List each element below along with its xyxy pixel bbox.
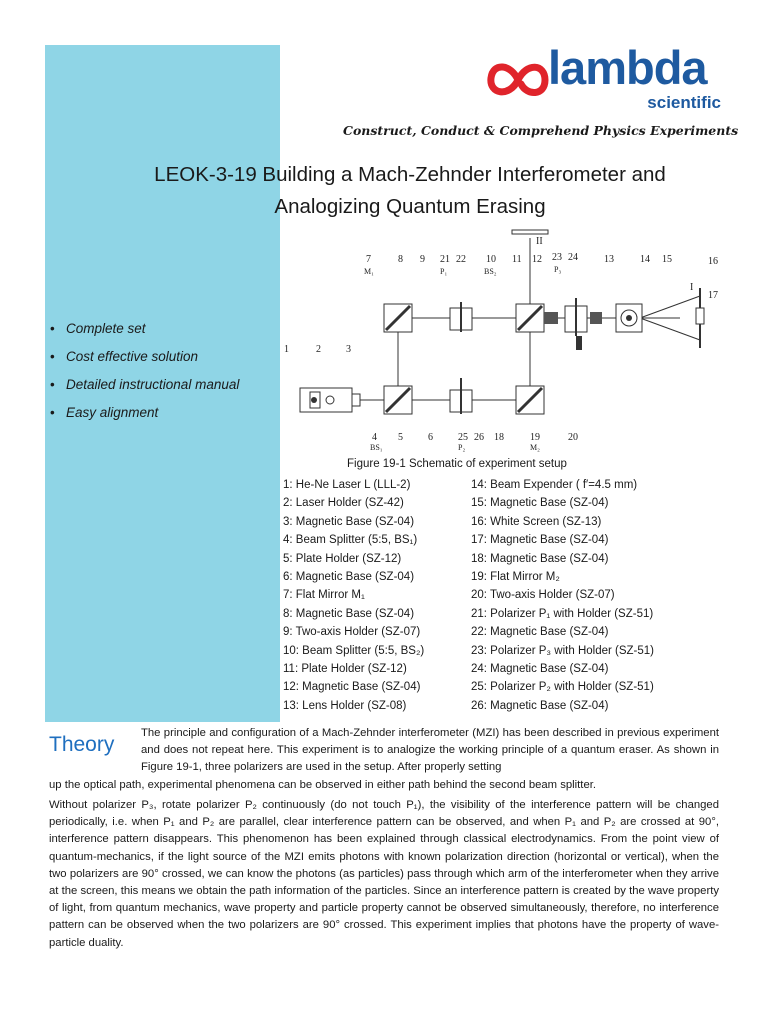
theory-paragraph-2: Without polarizer P₃, rotate polarizer P₂ continuously (do not touch P₁), the visibility of the interference pattern will be changed periodically, i.e. when P₁ and P₂ are parallel, clear interference pattern can be observed, and when P₁ and P₂ are crossed at 90°, interference pattern disappears. This phenomenon has been explained through classical electrodynamics. From the point view of quantum-mechanics, if the light source of the MZI emits photons with known polarization direction (horizontal or vertical), when the two polarizers are 90° crossed, we can know the photons (as particles) pass through which arm of the interferometer when they arrive at the screen, this means we obtain the path information of the particles. Since an interference pattern is created by the wave property of light, from quantum mechanics, wave property and particle property cannot be observed simultaneously, therefore, no interference pattern can be observed when the two polarizers are 90° crossed. This experiment implies that photons have the property of wave-particle duality. (49, 799, 719, 949)
label-26: 26 (474, 432, 484, 443)
beam-splitter-one (384, 386, 412, 414)
mirror-two (516, 386, 544, 414)
label-4: 4 (372, 432, 377, 443)
label-21: 21 (440, 254, 450, 265)
lambda-logo-icon (485, 54, 551, 106)
label-screen-1: I (690, 282, 694, 293)
label-24: 24 (568, 252, 578, 263)
experiment-schematic (280, 228, 726, 456)
label-11: 11 (512, 254, 522, 265)
label-3: 3 (346, 344, 351, 355)
part-item: 26: Magnetic Base (SZ-04) (471, 699, 609, 712)
part-item: 21: Polarizer P₁ with Holder (SZ-51) (471, 607, 654, 620)
mirror-one (384, 304, 412, 332)
schematic-labels (284, 252, 718, 452)
label-1: 1 (284, 344, 289, 355)
theory-paragraph-1: The principle and configuration of a Mach-Zehnder interferometer (MZI) has been described in previous experiment and does not repeat here. This experiment is to analogize the working principle of a quantum eraser. As shown in Figure 19-1, three polarizers are used in the setup. After properly setting (141, 727, 719, 774)
lambda-logo (485, 41, 725, 120)
label-10: 10 (486, 254, 496, 265)
title-line-2: Analogizing Quantum Erasing (274, 195, 546, 218)
label-7: 7 (366, 254, 371, 265)
label-22: 22 (456, 254, 466, 265)
label-p1: P₁ (440, 267, 448, 276)
part-item: 3: Magnetic Base (SZ-04) (283, 515, 415, 528)
part-item: 12: Magnetic Base (SZ-04) (283, 681, 421, 694)
part-item: 7: Flat Mirror M₁ (283, 589, 365, 602)
parts-list-right (471, 476, 654, 715)
label-bs1: BS₁ (370, 443, 383, 452)
label-13: 13 (604, 254, 614, 265)
label-6: 6 (428, 432, 433, 443)
feature-item: • Detailed instructional manual (48, 376, 239, 404)
part-item: 2: Laser Holder (SZ-42) (283, 497, 404, 510)
feature-list (48, 320, 239, 432)
beam-splitter-two (516, 304, 558, 332)
label-9: 9 (420, 254, 425, 265)
part-item: 13: Lens Holder (SZ-08) (283, 699, 407, 712)
label-14: 14 (640, 254, 650, 265)
part-item: 23: Polarizer P₃ with Holder (SZ-51) (471, 644, 654, 657)
label-m1: M₁ (364, 267, 374, 276)
label-25: 25 (458, 432, 468, 443)
feature-item: • Cost effective solution (48, 348, 239, 376)
logo-subtitle: scientific (647, 93, 721, 112)
page-title (120, 159, 700, 223)
part-item: 9: Two-axis Holder (SZ-07) (283, 626, 421, 639)
label-12: 12 (532, 254, 542, 265)
part-item: 10: Beam Splitter (5:5, BS₂) (283, 644, 425, 657)
part-item: 16: White Screen (SZ-13) (471, 515, 602, 528)
part-item: 11: Plate Holder (SZ-12) (283, 662, 407, 675)
white-screen (690, 282, 704, 348)
label-screen-2: II (536, 236, 543, 247)
feature-item: • Easy alignment (48, 404, 239, 432)
part-item: 4: Beam Splitter (5:5, BS₁) (283, 534, 418, 547)
label-5: 5 (398, 432, 403, 443)
laser-assembly (300, 388, 360, 412)
part-item: 1: He-Ne Laser L (LLL-2) (283, 479, 411, 491)
label-p3: P₃ (554, 265, 562, 274)
part-item: 8: Magnetic Base (SZ-04) (283, 607, 415, 620)
part-item: 17: Magnetic Base (SZ-04) (471, 534, 609, 547)
logo-wordmark: lambda (548, 41, 707, 94)
label-18: 18 (494, 432, 504, 443)
polarizer-two (450, 378, 472, 414)
label-23: 23 (552, 252, 562, 263)
label-15: 15 (662, 254, 672, 265)
theory-heading: Theory (49, 733, 115, 756)
title-line-1: LEOK-3-19 Building a Mach-Zehnder Interferometer and (154, 163, 666, 186)
beam-expander (616, 304, 642, 332)
part-item: 6: Magnetic Base (SZ-04) (283, 570, 415, 583)
part-item: 22: Magnetic Base (SZ-04) (471, 626, 609, 639)
theory-paragraph-1-continued: up the optical path, experimental phenomena can be observed in either path behind the second beam splitter. (49, 779, 597, 791)
part-item: 15: Magnetic Base (SZ-04) (471, 497, 609, 510)
parts-list-left (283, 476, 424, 715)
part-item: 18: Magnetic Base (SZ-04) (471, 552, 609, 565)
label-p2: P₂ (458, 443, 466, 452)
part-item: 19: Flat Mirror M₂ (471, 570, 560, 583)
label-19: 19 (530, 432, 540, 443)
label-m2: M₂ (530, 443, 540, 452)
label-20: 20 (568, 432, 578, 443)
tagline: Construct, Conduct & Comprehend Physics Experiments (343, 123, 739, 138)
label-17: 17 (708, 290, 718, 301)
figure-caption: Figure 19-1 Schematic of experiment setup (347, 458, 567, 470)
label-8: 8 (398, 254, 403, 265)
part-item: 5: Plate Holder (SZ-12) (283, 552, 402, 565)
polarizer-one (450, 302, 472, 332)
part-item: 24: Magnetic Base (SZ-04) (471, 662, 609, 675)
part-item: 25: Polarizer P₂ with Holder (SZ-51) (471, 681, 654, 694)
feature-item: • Complete set (48, 320, 239, 348)
part-item: 20: Two-axis Holder (SZ-07) (471, 589, 615, 602)
part-item: 14: Beam Expender ( f′=4.5 mm) (471, 479, 638, 491)
polarizer-three (565, 298, 602, 350)
label-bs2: BS₂ (484, 267, 497, 276)
label-2: 2 (316, 344, 321, 355)
label-16: 16 (708, 256, 718, 267)
